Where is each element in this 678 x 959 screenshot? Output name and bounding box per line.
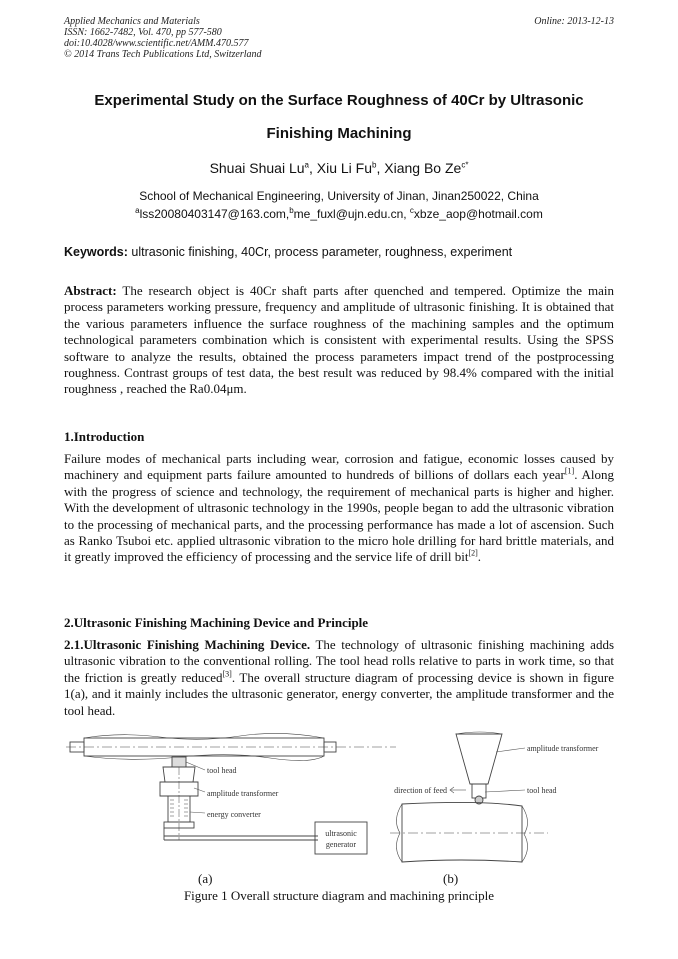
author-2: Xiu Li Fu: [316, 160, 373, 176]
title-line-1: Experimental Study on the Surface Roughness of 40Cr by Ultrasonic: [94, 92, 584, 109]
fig-b-tool: [456, 732, 502, 804]
s2-text-1: The technology of ultrasonic finishing machining adds ultrasonic vibration to the conventional rolling. The tool head rolls relative to parts in work time, so that the friction is greatly reduced: [64, 637, 614, 685]
fig-a-generator-box: [315, 822, 367, 854]
email-c[interactable]: xbze_aop@hotmail.com: [413, 207, 543, 221]
fig-a-label-generator-2: generator: [325, 840, 357, 849]
section-1-heading: 1.Introduction: [64, 429, 145, 444]
email-a[interactable]: lss20080403147@163.com,: [139, 207, 290, 221]
author-1: Shuai Shuai Lu: [209, 160, 305, 176]
fig-a-label-tool-head: tool head: [207, 766, 237, 775]
doi-line[interactable]: doi:10.4028/www.scientific.net/AMM.470.577: [64, 38, 249, 49]
author-2-sup: b: [372, 160, 377, 170]
figure-sub-b: (b): [443, 871, 459, 886]
issn-line: ISSN: 1662-7482, Vol. 470, pp 577-580: [64, 27, 222, 38]
keywords-label: Keywords:: [64, 245, 128, 259]
s1-text-2: . Along with the progress of science and technology, the requirement of mechanical parts is higher and higher. With the development of ultrasonic technology in the 1990s, people began to add the ultrasonic vibration to the processing of mechanical parts, and the processing performance has made a lot of ascension. Such as Ranko Tsuboi etc. applied ultrasonic vibration to the micro hole drilling for hard brittle materials, and it greatly improved the efficiency of processing and the service life of drill bit: [64, 467, 614, 565]
citation-3[interactable]: [3]: [222, 669, 232, 679]
fig-a-callouts: [186, 762, 205, 813]
s1-text-1: Failure modes of mechanical parts including wear, corrosion and fatigue, economic losses caused by machinery and equipment parts failure amounted to hundreds of billions of dollars each year: [64, 451, 614, 483]
email-b[interactable]: me_fuxl@ujn.edu.cn,: [293, 207, 410, 221]
title-line-2: Finishing Machining: [266, 125, 412, 142]
figure-1: [60, 730, 630, 892]
fig-b-label-amplitude-transformer: amplitude transformer: [527, 744, 599, 753]
citation-1[interactable]: [1]: [564, 467, 575, 477]
affiliation: School of Mechanical Engineering, University of Jinan, Jinan250022, China: [139, 189, 539, 203]
author-sep-1: ,: [308, 160, 317, 176]
keywords-text: ultrasonic finishing, 40Cr, process parameter, roughness, experiment: [127, 245, 513, 259]
email-a-sup: a: [135, 206, 140, 215]
fig-b-label-tool-head: tool head: [527, 786, 557, 795]
fig-a-label-energy-converter: energy converter: [207, 810, 261, 819]
fig-a-tool-assembly: [160, 757, 318, 840]
abstract: [64, 283, 614, 398]
section-2-1-heading: 2.1.Ultrasonic Finishing Machining Device.: [64, 637, 311, 652]
email-c-sup: c: [409, 206, 414, 215]
emails: [40, 207, 638, 221]
author-3: Xiang Bo Ze: [384, 160, 462, 176]
email-b-sup: b: [289, 206, 294, 215]
s1-text-3: .: [477, 549, 482, 565]
section-1-body: [64, 451, 614, 566]
abstract-label: Abstract:: [64, 283, 117, 298]
fig-a-label-generator-1: ultrasonic: [325, 829, 357, 838]
fig-b-callouts: [450, 748, 525, 793]
section-2-1-body: [64, 637, 614, 719]
section-2-heading: 2.Ultrasonic Finishing Machining Device and Principle: [64, 615, 369, 630]
fig-a-label-amplitude-transformer: amplitude transformer: [207, 789, 279, 798]
journal-name: Applied Mechanics and Materials: [64, 16, 200, 27]
author-sep-2: ,: [376, 160, 385, 176]
fig-a-workpiece: [66, 733, 396, 760]
citation-2[interactable]: [2]: [468, 549, 478, 559]
author-1-sup: a: [304, 160, 309, 170]
figure-caption: Figure 1 Overall structure diagram and machining principle: [183, 888, 495, 903]
author-3-sup: c*: [461, 160, 469, 170]
figure-sub-a: (a): [198, 871, 213, 886]
s2-text-2: . The overall structure diagram of processing device is shown in figure 1(a), and it mainly includes the ultrasonic generator, energy converter, the amplitude transformer and the tool head.: [64, 669, 614, 718]
keywords: [64, 245, 512, 259]
online-date: Online: 2013-12-13: [534, 16, 614, 27]
journal-header: [64, 16, 262, 60]
fig-b-workpiece: [390, 802, 548, 862]
author-list: [40, 160, 638, 176]
abstract-text: The research object is 40Cr shaft parts after quenched and tempered. Optimize the main process parameters working pressure, frequency and amplitude of ultrasonic finishing. It is obtained that the various parameters influence the surface roughness of the machining samples and the optimum technological parameters combination which is consistent with experimental results. Using the SPSS software to analyze the results, obtained the process parameters impact trend of the postprocessing roughness. Contrast groups of test data, the best result was reduced by 98.4% compared with the initial roughness , reached the Ra0.04μm.: [64, 283, 614, 397]
fig-b-label-direction-of-feed: direction of feed: [394, 786, 447, 795]
copyright-line: © 2014 Trans Tech Publications Ltd, Switzerland: [64, 49, 262, 60]
